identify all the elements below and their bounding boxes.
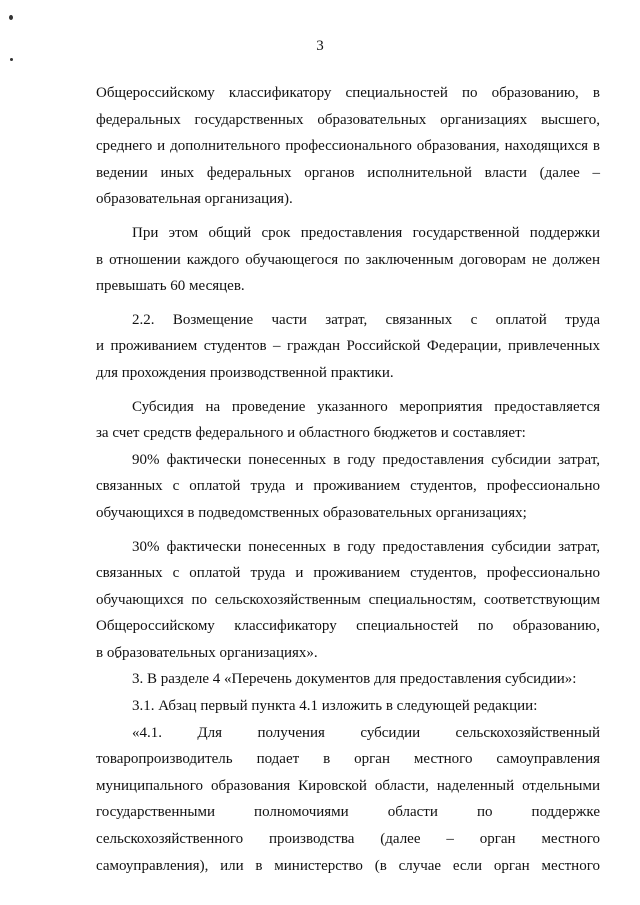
text-line: 30% фактически понесенных в году предоставления субсидии затрат, <box>132 538 600 555</box>
text-line: «4.1. Для получения субсидии сельскохозяйственный <box>132 724 600 741</box>
text-line: в образовательных организациях». <box>96 644 318 661</box>
text-line: Общероссийскому классификатору специальностей по образованию, в <box>96 85 600 101</box>
text-line: федеральных государственных образовательных организациях высшего, <box>96 111 600 128</box>
text-line: среднего и дополнительного профессионального образования, находящихся в <box>96 138 600 155</box>
text-line: государственными полномочиями области по поддержке <box>96 804 600 821</box>
text-line: При этом общий срок предоставления государственной поддержки <box>132 224 600 241</box>
text-line: образовательная организация). <box>96 191 293 208</box>
text-line: сельскохозяйственного производства (далее – орган местного <box>96 831 600 848</box>
text-line: 3.1. Абзац первый пункта 4.1 изложить в следующей редакции: <box>132 698 538 715</box>
text-line: в отношении каждого обучающегося по заключенным договорам не должен <box>96 251 600 268</box>
document-body <box>96 80 600 879</box>
text-line: за счет средств федерального и областного бюджетов и составляет: <box>96 425 526 442</box>
text-line: самоуправления), или в министерство (в случае если орган местного <box>96 857 600 874</box>
text-line: обучающихся по сельскохозяйственным специальностям, соответствующим <box>96 591 600 608</box>
text-line: для прохождения производственной практики. <box>96 364 394 381</box>
scan-dot-mark <box>9 15 13 20</box>
text-line: превышать 60 месяцев. <box>96 278 245 295</box>
scan-dot-mark <box>10 58 13 61</box>
text-line: связанных с оплатой труда и проживанием студентов, профессионально <box>96 478 600 495</box>
text-line: ведении иных федеральных органов исполнительной власти (далее – <box>96 164 600 181</box>
text-line: Субсидия на проведение указанного мероприятия предоставляется <box>132 398 600 415</box>
text-line: связанных с оплатой труда и проживанием студентов, профессионально <box>96 565 600 582</box>
page-number: 3 <box>316 38 324 54</box>
text-line: обучающихся в подведомственных образовательных организациях; <box>96 504 527 521</box>
text-line: 90% фактически понесенных в году предоставления субсидии затрат, <box>132 451 600 468</box>
text-line: и проживанием студентов – граждан Российской Федерации, привлеченных <box>96 338 600 355</box>
text-line: муниципального образования Кировской области, наделенный отдельными <box>96 777 600 794</box>
text-line: 2.2. Возмещение части затрат, связанных с оплатой труда <box>132 311 600 328</box>
text-line: 3. В разделе 4 «Перечень документов для предоставления субсидии»: <box>132 671 577 688</box>
text-line: товаропроизводитель подает в орган местного самоуправления <box>96 751 600 768</box>
text-line: Общероссийскому классификатору специальностей по образованию, <box>96 618 600 635</box>
